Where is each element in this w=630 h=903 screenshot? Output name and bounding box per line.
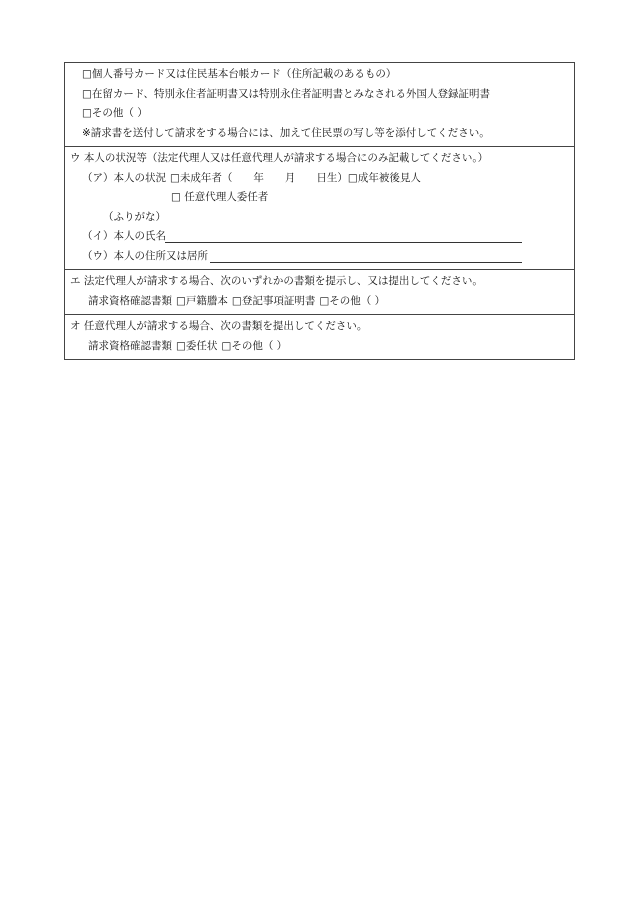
koseki-checkbox[interactable]: □戸籍謄本 — [176, 294, 228, 307]
adult-guardian-checkbox[interactable]: □成年被後見人 — [347, 171, 421, 184]
touki-checkbox[interactable]: □登記事項証明書 — [231, 294, 316, 307]
mailing-note: ※請求書を送付して請求をする場合には、加えて住民票の写し等を添付してください。 — [82, 126, 490, 139]
principal-status-section — [65, 146, 574, 269]
request-form-table — [64, 62, 575, 360]
principal-name-row — [65, 227, 574, 247]
principal-name-label: （イ）本人の氏名 — [82, 230, 166, 242]
identity-docs-section — [65, 63, 574, 146]
inin-checkbox[interactable]: □委任状 — [176, 339, 218, 352]
legal-agent-docs-label: 請求資格確認書類 — [88, 294, 172, 307]
legal-agent-section — [65, 269, 574, 314]
legal-agent-docs-row — [65, 292, 574, 312]
voluntary-other-checkbox[interactable]: □その他（ ） — [221, 339, 288, 352]
principal-name-field[interactable] — [165, 242, 522, 243]
delegator-row — [65, 188, 574, 208]
other-doc-checkbox[interactable]: □その他（ ） — [82, 107, 148, 119]
principal-address-label: （ウ）本人の住所又は居所 — [82, 249, 208, 262]
voluntary-agent-section — [65, 314, 574, 359]
voluntary-agent-docs-label: 請求資格確認書類 — [88, 339, 172, 352]
principal-status-row — [65, 169, 574, 189]
principal-status-label: （ア）本人の状況 — [82, 171, 166, 184]
mynumber-card-checkbox[interactable]: □個人番号カード又は住民基本台帳カード（住所記載のあるもの） — [82, 68, 397, 80]
voluntary-agent-docs-row — [65, 337, 574, 357]
minor-checkbox[interactable]: □未成年者（ 年 月 日生） — [170, 171, 348, 184]
section-e-heading: エ 法定代理人が請求する場合、次のいずれかの書類を提示し、又は提出してください。 — [70, 275, 483, 287]
delegator-checkbox[interactable]: □ 任意代理人委任者 — [171, 191, 269, 203]
legal-other-checkbox[interactable]: □その他（ ） — [319, 294, 386, 307]
principal-address-field[interactable] — [210, 262, 522, 263]
furigana-row — [65, 208, 574, 228]
furigana-label: （ふりがな） — [103, 210, 166, 223]
principal-address-row — [65, 247, 574, 267]
section-o-heading: オ 任意代理人が請求する場合、次の書類を提出してください。 — [70, 320, 368, 332]
section-u-heading: ウ 本人の状況等（法定代理人又は任意代理人が請求する場合にのみ記載してください。） — [70, 152, 489, 164]
residence-card-checkbox[interactable]: □在留カード、特別永住者証明書又は特別永住者証明書とみなされる外国人登録証明書 — [82, 87, 490, 100]
